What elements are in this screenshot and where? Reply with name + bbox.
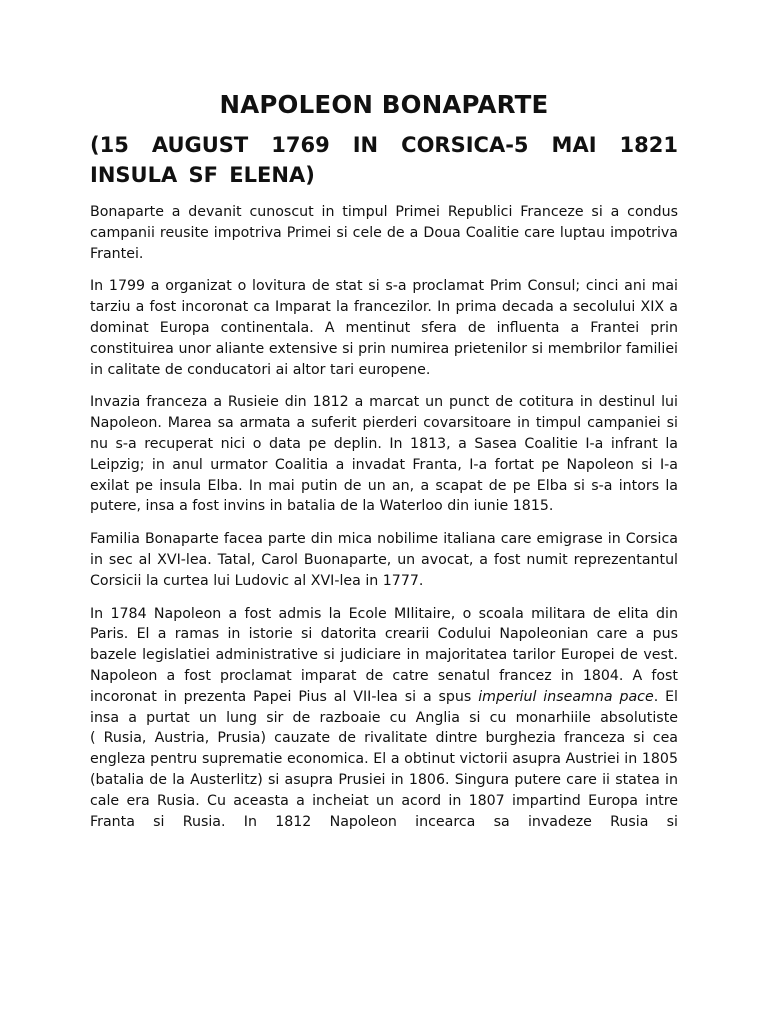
paragraph-5-text-b: . El insa a purtat un lung sir de razboaie cu Anglia si cu monarhiile absolutiste [90,688,678,726]
paragraph-5 [90,604,678,833]
paragraph-2: In 1799 a organizat o lovitura de stat si s-a proclamat Prim Consul; cinci ani mai tarziu a fost incoronat ca Imparat la francezilor. In prima decada a secolului XIX a dominat Europa continentala. A mentinut sfera de influenta a Frantei prin constituirea unor aliante extensive si prin numirea prietenilor si membrilor familiei in calitate de conducatori ai altor tari europene. [90,278,678,378]
document-subtitle: (15 AUGUST 1769 IN CORSICA-5 MAI 1821 INSULA SF ELENA) [90,133,678,187]
document-title: NAPOLEON BONAPARTE [219,90,549,119]
document-page [90,88,678,832]
paragraph-5-emphasis: imperiul inseamna pace [478,688,654,705]
paragraph-3: Invazia franceza a Rusieie din 1812 a marcat un punct de cotitura in destinul lui Napoleon. Marea sa armata a suferit pierderi covarsitoare in timpul campaniei si nu s-a recuperat nici o data pe deplin. In 1813, a Sasea Coalitie I-a infrant la Leipzig; in anul urmator Coalitia a invadat Franta, I-a fortat pe Napoleon si I-a exilat pe insula Elba. In mai putin de un an, a scapat de pe Elba si s-a intors la putere, insa a fost invins in batalia de la Waterloo din iunie 1815. [90,394,678,515]
paragraph-4: Familia Bonaparte facea parte din mica nobilime italiana care emigrase in Corsica in sec al XVI-lea. Tatal, Carol Buonaparte, un avocat, a fost numit reprezentantul Corsicii la curtea lui Ludovic al XVI-lea in 1777. [90,531,678,589]
paragraph-5-text-a: In 1784 Napoleon a fost admis la Ecole MIlitaire, o scoala militara de elita din Paris. El a ramas in istorie si datorita crearii Codului Napoleonian care a pus bazele legislatiei administrative si judiciare in majoritatea tarilor Europei de vest. Napoleon a fost proclamat imparat de catre senatul francez in 1804. A fost incoronat in prezenta Papei Pius al VII-lea si a spus [90,605,678,705]
paragraph-5-text-c: ( Rusia, Austria, Prusia) cauzate de rivalitate dintre burghezia franceza si cea engleza pentru suprematie economica. El a obtinut victorii asupra Austriei in 1805 (batalia de la Austerlitz) si asupra Prusiei in 1806. Singura putere care ii statea in cale era Rusia. Cu aceasta a incheiat un acord in 1807 impartind Europa intre Franta si Rusia. In 1812 Napoleon incearca sa invadeze Rusia si [90,730,678,830]
paragraph-1: Bonaparte a devanit cunoscut in timpul Primei Republici Franceze si a condus campanii reusite impotriva Primei si cele de a Doua Coalitie care luptau impotriva Frantei. [90,204,678,262]
